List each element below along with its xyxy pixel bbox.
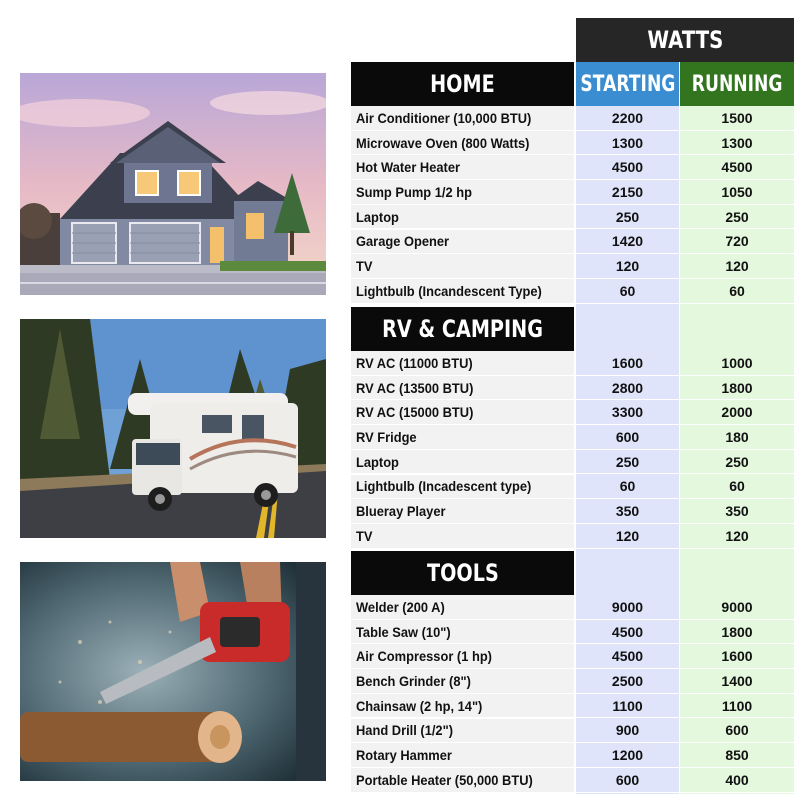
appliance-name: RV Fridge [351, 425, 574, 450]
appliance-name: RV AC (15000 BTU) [351, 400, 574, 425]
starting-watts: 4500 [576, 155, 679, 180]
running-watts: 1100 [680, 694, 794, 719]
running-watts: 1050 [680, 180, 794, 205]
appliance-name: TV [351, 254, 574, 279]
table-row [351, 155, 794, 180]
table-row [351, 425, 794, 450]
starting-watts: 2500 [576, 669, 679, 694]
starting-watts: 250 [576, 205, 679, 230]
appliance-name: RV AC (13500 BTU) [351, 376, 574, 401]
running-watts: 1400 [680, 669, 794, 694]
running-watts: 9000 [680, 595, 794, 620]
house-photo [20, 73, 326, 295]
appliance-name: Bench Grinder (8") [351, 669, 574, 694]
table-row [351, 400, 794, 425]
appliance-name: Air Conditioner (10,000 BTU) [351, 106, 574, 131]
starting-watts: 600 [576, 425, 679, 450]
running-header: RUNNING [680, 62, 794, 106]
running-watts: 1000 [680, 351, 794, 376]
appliance-name: Laptop [351, 450, 574, 475]
appliance-name: Table Saw (10") [351, 620, 574, 645]
running-watts: 1800 [680, 376, 794, 401]
starting-watts: 2800 [576, 376, 679, 401]
running-watts: 400 [680, 768, 794, 793]
starting-watts: 60 [576, 279, 679, 304]
running-watts: 60 [680, 475, 794, 500]
table-row [351, 279, 794, 304]
running-watts: 1800 [680, 620, 794, 645]
starting-watts: 4500 [576, 620, 679, 645]
table-row [351, 743, 794, 768]
table-row [351, 669, 794, 694]
section-header-home: HOME [351, 62, 574, 106]
starting-watts: 9000 [576, 595, 679, 620]
starting-watts: 120 [576, 254, 679, 279]
appliance-name: Sump Pump 1/2 hp [351, 180, 574, 205]
table-row [351, 376, 794, 401]
appliance-name: Lightbulb (Incadescent type) [351, 475, 574, 500]
starting-watts: 1420 [576, 230, 679, 255]
table-row [351, 131, 794, 156]
appliance-name: Welder (200 A) [351, 595, 574, 620]
appliance-name: Garage Opener [351, 230, 574, 255]
table-row [351, 499, 794, 524]
appliance-name: Hand Drill (1/2") [351, 719, 574, 744]
running-watts: 120 [680, 254, 794, 279]
appliance-name: RV AC (11000 BTU) [351, 351, 574, 376]
starting-watts: 3300 [576, 400, 679, 425]
appliance-name: Rotary Hammer [351, 743, 574, 768]
running-watts: 850 [680, 743, 794, 768]
table-row [351, 205, 794, 230]
table-row [351, 230, 794, 255]
running-watts: 60 [680, 279, 794, 304]
running-watts: 1600 [680, 644, 794, 669]
table-row [351, 620, 794, 645]
starting-watts: 250 [576, 450, 679, 475]
rv-photo [20, 319, 326, 538]
running-watts: 350 [680, 499, 794, 524]
starting-watts: 2200 [576, 106, 679, 131]
table-row [351, 595, 794, 620]
starting-watts: 600 [576, 768, 679, 793]
running-watts: 720 [680, 230, 794, 255]
appliance-name: TV [351, 524, 574, 549]
running-watts: 250 [680, 450, 794, 475]
appliance-name: Portable Heater (50,000 BTU) [351, 768, 574, 793]
running-watts: 4500 [680, 155, 794, 180]
table-row [351, 450, 794, 475]
table-row [351, 524, 794, 549]
section-header-rv-camping: RV & CAMPING [351, 307, 574, 351]
watts-header: WATTS [576, 18, 794, 62]
table-row [351, 644, 794, 669]
appliance-name: Chainsaw (2 hp, 14") [351, 694, 574, 719]
running-watts: 180 [680, 425, 794, 450]
table-row [351, 351, 794, 376]
section-header-tools: TOOLS [351, 551, 574, 595]
starting-watts: 120 [576, 524, 679, 549]
starting-watts: 1300 [576, 131, 679, 156]
chainsaw-photo [20, 562, 326, 781]
appliance-name: Hot Water Heater [351, 155, 574, 180]
table-row [351, 106, 794, 131]
appliance-name: Lightbulb (Incandescent Type) [351, 279, 574, 304]
starting-watts: 60 [576, 475, 679, 500]
table-row [351, 254, 794, 279]
running-watts: 1500 [680, 106, 794, 131]
running-watts: 600 [680, 719, 794, 744]
starting-watts: 1200 [576, 743, 679, 768]
starting-header: STARTING [576, 62, 679, 106]
running-watts: 1300 [680, 131, 794, 156]
table-row [351, 719, 794, 744]
running-watts: 2000 [680, 400, 794, 425]
starting-watts: 900 [576, 719, 679, 744]
table-row [351, 768, 794, 793]
appliance-name: Air Compressor (1 hp) [351, 644, 574, 669]
running-watts: 250 [680, 205, 794, 230]
starting-watts: 1600 [576, 351, 679, 376]
starting-watts: 350 [576, 499, 679, 524]
appliance-name: Laptop [351, 205, 574, 230]
starting-watts: 1100 [576, 694, 679, 719]
table-row [351, 475, 794, 500]
appliance-name: Microwave Oven (800 Watts) [351, 131, 574, 156]
table-row [351, 180, 794, 205]
starting-watts: 2150 [576, 180, 679, 205]
appliance-name: Blueray Player [351, 499, 574, 524]
starting-watts: 4500 [576, 644, 679, 669]
table-row [351, 694, 794, 719]
running-watts: 120 [680, 524, 794, 549]
